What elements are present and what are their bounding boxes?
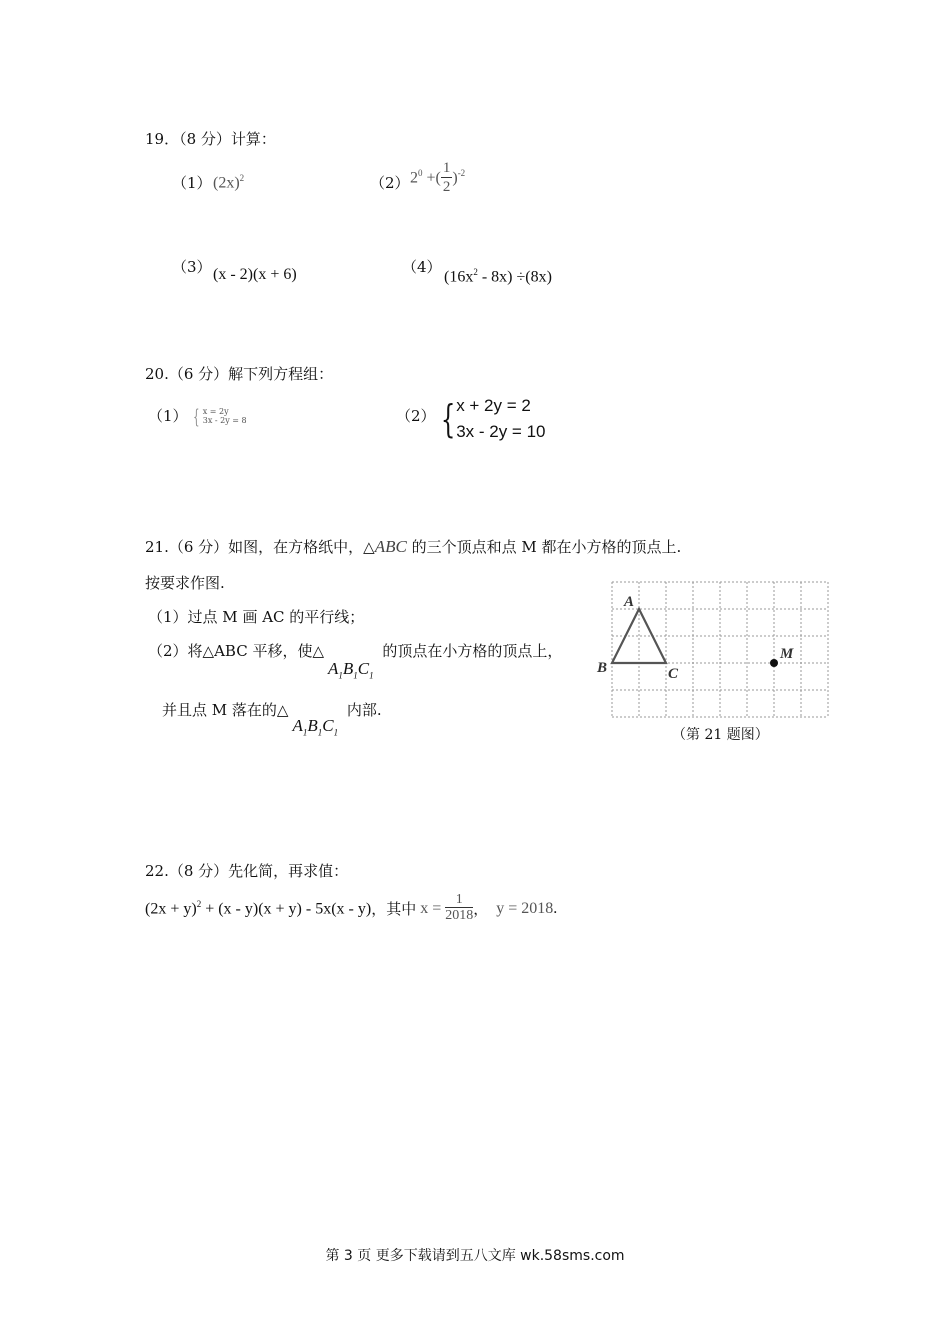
q19-title: 19．（8 分）计算： — [145, 130, 276, 148]
q19-part2-label: （2） — [370, 174, 410, 192]
q19-part1-label: （1） — [172, 174, 212, 192]
q20-part2-eq2: 3x - 2y = 10 — [456, 422, 546, 442]
q20-part2-system: { x + 2y = 2 3x - 2y = 10 — [436, 393, 546, 446]
q20-part1-eq1: x = 2y — [202, 406, 229, 416]
q21-title: 21.（6 分）如图，在方格纸中，△ABC 的三个顶点和点 M 都在小方格的顶点上. — [145, 537, 682, 556]
label-c: C — [668, 666, 679, 682]
q19-part2-expr: $2^0$ +( $\frac{1}{2}$ )$^{-2}$ — [410, 160, 466, 195]
a1b1c1-label: $A_1B_1C_1$ — [328, 659, 374, 681]
point-m — [770, 659, 778, 667]
a1b1c1-label-2: $A_1B_1C_1$ — [292, 716, 339, 738]
q19-part4-expr: $(16x^2 - 8x) \div(8x)$ — [444, 267, 552, 286]
q19-part1-expr: $(2x)^2$ — [213, 173, 245, 192]
q22-expression: $(2x + y)^2 + (x - y)(x + y) - 5x(x - y)$，其中 x = $\frac{1}{2018}$ ， y = 2018. — [145, 892, 558, 924]
label-m: M — [780, 646, 794, 662]
q20-part2-label: （2） — [396, 407, 436, 425]
page-footer: 第 3 页 更多下载请到五八文库 wk.58sms.com — [325, 1248, 625, 1264]
q21-grid-figure — [596, 578, 836, 723]
q20-part2-eq1: x + 2y = 2 — [456, 396, 531, 415]
q20-part1-eq2: 3x - 2y = 8 — [202, 416, 247, 425]
q21-part2: （2）将△ABC 平移，使$\triangle A_1B_1C_1$ 的顶点在小方格的顶点上， — [148, 642, 563, 681]
q21-figure-caption: （第 21 题图） — [672, 727, 769, 743]
q19-part3-expr: (x - 2)(x + 6) — [213, 266, 297, 283]
q20-title: 20.（6 分）解下列方程组： — [145, 365, 334, 383]
q21-part1: （1）过点 M 画 AC 的平行线； — [148, 608, 365, 626]
q19-part3-label: （3） — [172, 258, 212, 276]
label-b: B — [597, 660, 608, 676]
label-a: A — [624, 594, 635, 610]
q22-title: 22.（8 分）先化简，再求值： — [145, 862, 349, 880]
q20-part1-system: { x = 2y 3x - 2y = 8 — [193, 404, 247, 428]
q21-part3: 并且点 M 落在的$\triangle A_1B_1C_1$ 内部. — [162, 701, 382, 738]
q20-part1-label: （1） — [148, 407, 188, 425]
q19-part4-label: （4） — [402, 258, 442, 276]
q21-line2: 按要求作图. — [145, 574, 225, 592]
